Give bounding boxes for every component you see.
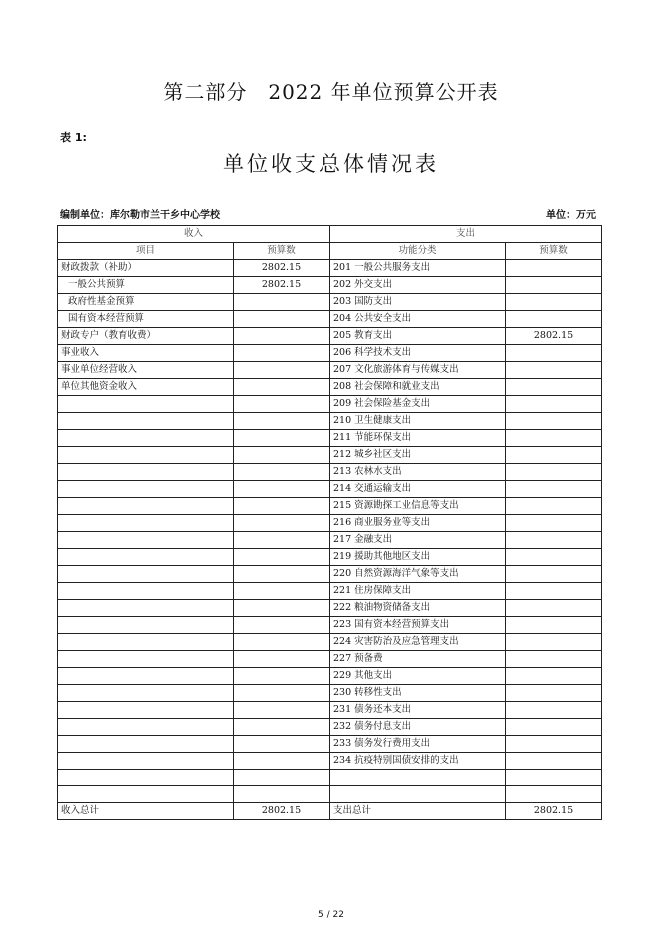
income-budget [234,583,330,600]
table-row [58,498,602,515]
item-header: 项目 [58,243,234,260]
income-budget [234,447,330,464]
budget-header: 预算数 [234,243,330,260]
expense-budget [506,786,602,802]
expense-budget [506,753,602,770]
income-item [58,549,234,566]
expense-function: 229 其他支出 [330,668,506,685]
income-budget [234,566,330,583]
expense-budget [506,532,602,549]
expense-budget [506,260,602,277]
income-item: 国有资本经营预算 [58,311,234,328]
expense-budget [506,634,602,651]
table-row [58,719,602,736]
expense-function: 208 社会保障和就业支出 [330,379,506,396]
header-row-group [58,226,602,243]
table-row [58,345,602,362]
table-row [58,362,602,379]
expense-function: 215 资源勘探工业信息等支出 [330,498,506,515]
table-row [58,566,602,583]
expense-budget [506,396,602,413]
income-item [58,651,234,668]
table-row [58,277,602,294]
expense-budget [506,464,602,481]
table-row [58,294,602,311]
expense-function: 205 教育支出 [330,328,506,345]
income-item: 事业单位经营收入 [58,362,234,379]
table-row [58,379,602,396]
income-item [58,464,234,481]
expense-budget [506,498,602,515]
income-item [58,753,234,770]
expense-budget [506,481,602,498]
income-budget [234,430,330,447]
expense-budget [506,430,602,447]
table-row [58,786,602,802]
table-row [58,651,602,668]
income-item [58,413,234,430]
income-item: 政府性基金预算 [58,294,234,311]
expense-budget [506,770,602,786]
expense-function: 221 住房保障支出 [330,583,506,600]
income-budget [234,770,330,786]
expense-budget [506,617,602,634]
table-row [58,515,602,532]
income-budget [234,294,330,311]
expense-function [330,786,506,802]
income-budget [234,464,330,481]
income-item [58,786,234,802]
expense-function: 224 灾害防治及应急管理支出 [330,634,506,651]
income-budget [234,328,330,345]
expense-function: 201 一般公共服务支出 [330,260,506,277]
table-row [58,702,602,719]
table-row [58,481,602,498]
table-row [58,413,602,430]
expense-function: 227 预备费 [330,651,506,668]
income-budget [234,634,330,651]
income-item [58,668,234,685]
income-item: 财政专户（教育收费） [58,328,234,345]
expense-budget [506,362,602,379]
expense-function: 223 国有资本经营预算支出 [330,617,506,634]
income-budget: 2802.15 [234,260,330,277]
table-row [58,549,602,566]
expense-function: 217 金融支出 [330,532,506,549]
income-item [58,498,234,515]
expense-budget [506,736,602,753]
expense-function: 209 社会保险基金支出 [330,396,506,413]
table-title: 单位收支总体情况表 [223,152,439,176]
unit-row [60,206,596,221]
expense-function: 204 公共安全支出 [330,311,506,328]
income-budget [234,311,330,328]
income-item [58,481,234,498]
expense-budget [506,294,602,311]
total-row [58,802,602,819]
income-budget [234,685,330,702]
expense-function: 230 转移性支出 [330,685,506,702]
table-label: 表 1: [60,131,87,144]
table-row [58,736,602,753]
income-budget [234,600,330,617]
expense-budget [506,447,602,464]
expense-function [330,770,506,786]
income-budget [234,668,330,685]
income-item [58,770,234,786]
income-budget [234,362,330,379]
part-title: 第二部分 2022 年单位预算公开表 [163,80,499,104]
table-row [58,396,602,413]
expense-budget [506,379,602,396]
expense-function: 216 商业服务业等支出 [330,515,506,532]
table-row [58,447,602,464]
expense-function: 213 农林水支出 [330,464,506,481]
expense-function: 212 城乡社区支出 [330,447,506,464]
income-budget [234,702,330,719]
expense-budget [506,719,602,736]
expense-budget: 2802.15 [506,328,602,345]
income-total-value: 2802.15 [234,802,330,819]
table-row [58,617,602,634]
income-item [58,515,234,532]
income-budget [234,481,330,498]
expense-budget [506,413,602,430]
table-row [58,634,602,651]
income-item [58,600,234,617]
income-budget [234,651,330,668]
expense-function: 220 自然资源海洋气象等支出 [330,566,506,583]
income-item: 事业收入 [58,345,234,362]
expense-budget [506,515,602,532]
income-budget [234,719,330,736]
income-item: 一般公共预算 [58,277,234,294]
expense-function: 234 抗疫特别国债安排的支出 [330,753,506,770]
expense-header: 支出 [330,226,602,243]
income-budget [234,549,330,566]
expense-function: 232 债务付息支出 [330,719,506,736]
expense-function: 202 外交支出 [330,277,506,294]
income-budget [234,345,330,362]
income-item [58,447,234,464]
table-row [58,430,602,447]
income-budget [234,396,330,413]
expense-budget [506,702,602,719]
income-header: 收入 [58,226,330,243]
income-item [58,702,234,719]
expense-function: 231 债务还本支出 [330,702,506,719]
income-budget: 2802.15 [234,277,330,294]
header-row-columns [58,243,602,260]
compiling-org: 编制单位：库尔勒市兰干乡中心学校 [60,210,220,221]
income-item [58,583,234,600]
table-row [58,583,602,600]
expense-budget [506,583,602,600]
expense-budget [506,311,602,328]
income-item [58,634,234,651]
expense-function: 222 粮油物资储备支出 [330,600,506,617]
budget-header-2: 预算数 [506,243,602,260]
income-budget [234,532,330,549]
table-row [58,464,602,481]
expense-budget [506,566,602,583]
expense-total-label: 支出总计 [330,802,506,819]
function-class-header: 功能分类 [330,243,506,260]
income-item [58,430,234,447]
table-row [58,770,602,786]
expense-budget [506,651,602,668]
income-budget [234,736,330,753]
income-item [58,566,234,583]
expense-function: 214 交通运输支出 [330,481,506,498]
table-row [58,311,602,328]
income-budget [234,753,330,770]
table-row [58,532,602,549]
expense-function: 207 文化旅游体育与传媒支出 [330,362,506,379]
expense-function: 210 卫生健康支出 [330,413,506,430]
income-item [58,719,234,736]
table-row [58,668,602,685]
expense-total-value: 2802.15 [506,802,602,819]
currency-unit: 单位：万元 [546,210,596,221]
expense-function: 233 债务发行费用支出 [330,736,506,753]
budget-table [57,225,602,820]
expense-function: 219 援助其他地区支出 [330,549,506,566]
income-budget [234,515,330,532]
table-row [58,328,602,345]
income-item: 财政拨款（补助） [58,260,234,277]
income-budget [234,617,330,634]
expense-budget [506,600,602,617]
expense-budget [506,668,602,685]
income-item [58,532,234,549]
income-item [58,736,234,753]
table-row [58,753,602,770]
table-row [58,600,602,617]
page-number: 5 / 22 [318,910,344,920]
expense-function: 206 科学技术支出 [330,345,506,362]
income-item [58,685,234,702]
expense-budget [506,549,602,566]
income-budget [234,379,330,396]
table-row [58,260,602,277]
expense-budget [506,345,602,362]
income-budget [234,498,330,515]
income-total-label: 收入总计 [58,802,234,819]
income-item [58,617,234,634]
income-item: 单位其他资金收入 [58,379,234,396]
expense-function: 211 节能环保支出 [330,430,506,447]
income-item [58,396,234,413]
expense-budget [506,277,602,294]
income-budget [234,786,330,802]
income-budget [234,413,330,430]
table-row [58,685,602,702]
expense-function: 203 国防支出 [330,294,506,311]
expense-budget [506,685,602,702]
